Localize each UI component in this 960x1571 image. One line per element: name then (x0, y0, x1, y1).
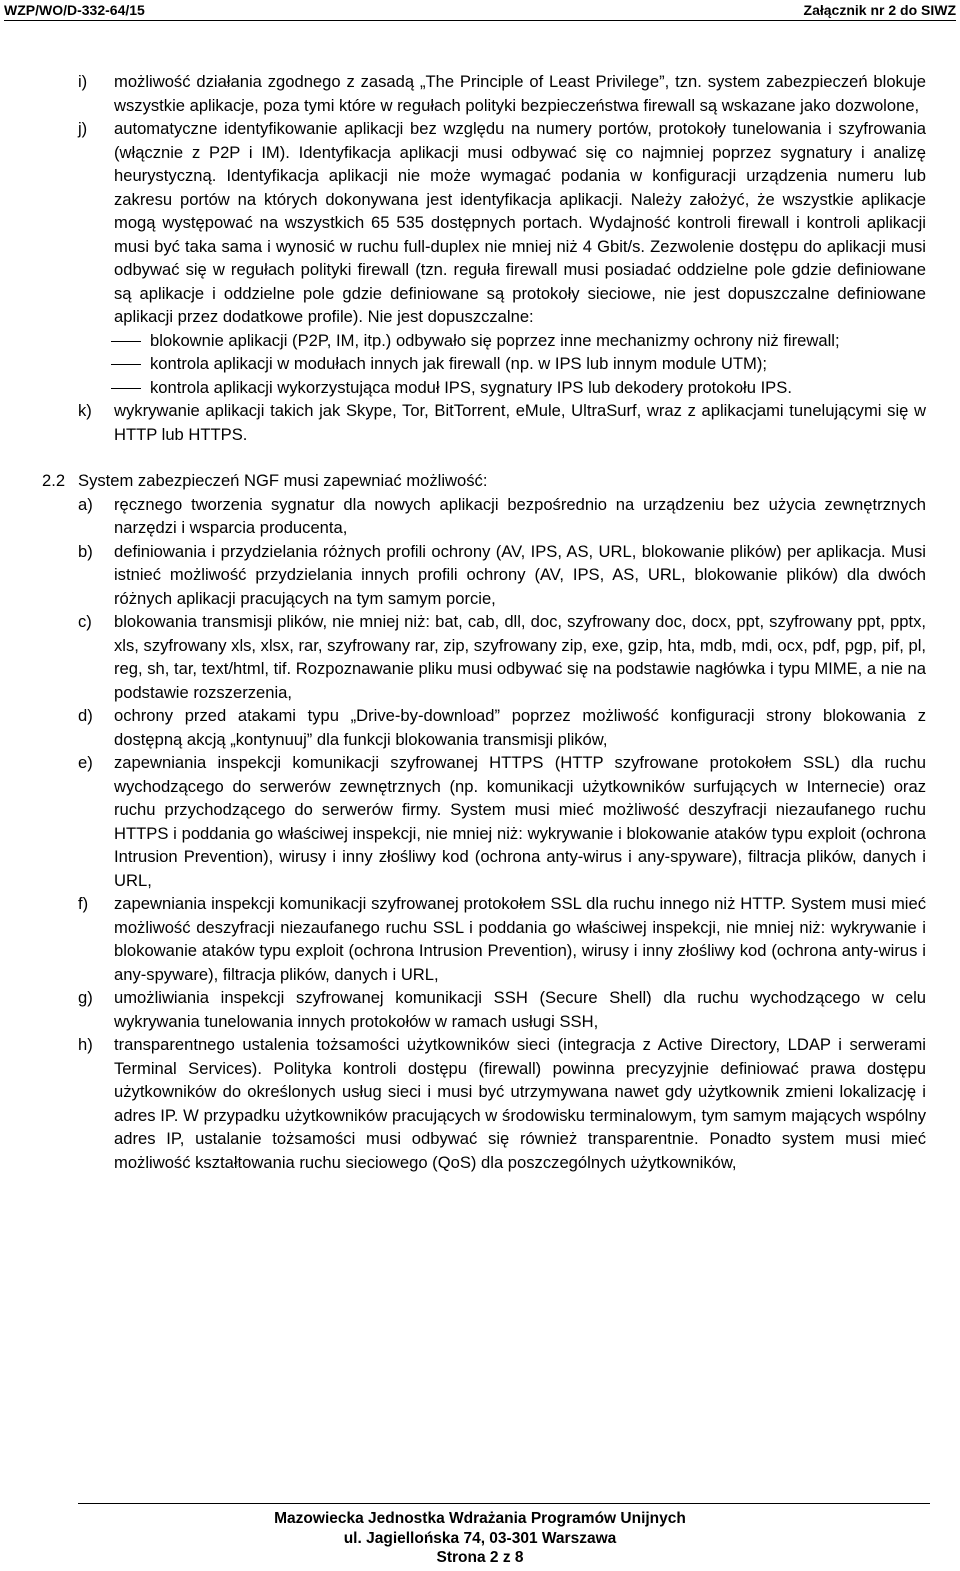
list-item (78, 70, 926, 117)
list-item (78, 399, 926, 446)
dash-item (114, 352, 926, 376)
list-item-text: ochrony przed atakami typu „Drive-by-download” poprzez możliwość konfiguracji strony blokowania z dostępną akcją „kontynuuj” dla funkcji blokowania transmisji plików, (114, 706, 926, 749)
list-marker: b) (78, 541, 93, 561)
list-item (78, 704, 926, 751)
dash-item-text: kontrola aplikacji wykorzystująca moduł IPS, sygnatury IPS lub dekodery protokołu IPS. (150, 377, 792, 397)
list-item-text: wykrywanie aplikacji takich jak Skype, Tor, BitTorrent, eMule, UltraSurf, wraz z aplikacjami tunelującymi się w HTTP lub HTTPS. (114, 401, 926, 444)
dash-bullet (114, 329, 150, 353)
list-marker: k) (78, 401, 92, 420)
page-header (0, 0, 960, 22)
list-item-text: umożliwiania inspekcji szyfrowanej komunikacji SSH (Secure Shell) dla ruchu wychodzącego w celu wykrywania tunelowania innych protokołów w ramach usługi SSH, (114, 988, 926, 1031)
list-item (78, 751, 926, 892)
list-item-text: zapewniania inspekcji komunikacji szyfrowanej HTTPS (HTTP szyfrowane protokołem SSL) dla ruchu wychodzącego do serwerów zewnętrznych (np. komunikacji użytkowników surfujących w Internecie) oraz ruchu przychodzącego do serwerów firmy. System musi mieć możliwość deszyfracji niezaufanego ruchu HTTPS i poddania go właściwej inspekcji, nie mniej niż: wykrywanie i blokowanie ataków typu exploit (ochrona Intrusion Prevention), wirusy i inny złośliwy kod (ochrona anty-wirus i any-spyware), filtracja plików, danych i URL, (114, 753, 926, 890)
list-item (78, 493, 926, 540)
section-heading (42, 469, 926, 493)
dash-list (114, 329, 926, 400)
list-item-text: możliwość działania zgodnego z zasadą „The Principle of Least Privilege”, tzn. system zabezpieczeń blokuje wszystkie aplikacje, poza tymi które w regułach polityki bezpieczeństwa firewall są wskazane jako dozwolone, (114, 72, 926, 115)
dash-bullet (114, 352, 150, 376)
document-body (42, 70, 926, 1174)
list-item (78, 117, 926, 399)
document-reference: WZP/WO/D-332-64/15 (4, 2, 145, 18)
section-title: System zabezpieczeń NGF musi zapewniać możliwość: (78, 471, 488, 490)
page-footer (0, 1503, 960, 1568)
list-marker: f) (78, 894, 89, 913)
header-rule (4, 20, 956, 21)
dash-item-text: kontrola aplikacji w modułach innych jak firewall (np. w IPS lub innym module UTM); (150, 354, 767, 373)
list-marker: c) (78, 612, 92, 631)
list-item-text: automatyczne identyfikowanie aplikacji bez względu na numery portów, protokoły tunelowania i szyfrowania (włącznie z P2P i IM). Identyfikacja aplikacji musi odbywać się co najmniej poprzez sygnatury i analizę heurystyczną. Identyfikacja aplikacji nie może wymagać podania w konfiguracji urządzenia numeru lub zakresu portów na których dokonywana jest identyfikacja aplikacji. Należy założyć, że wszystkie aplikacje mogą występować na wszystkich 65 535 dostępnych portach. Wydajność kontroli firewall i kontroli aplikacji musi być taka sama i wynosić w ruchu full-duplex nie mniej niż 4 Gbit/s. Zezwolenie dostępu do aplikacji musi odbywać się w regułach polityki firewall (tzn. reguła firewall musi posiadać oddzielne pole gdzie definiowane są aplikacje i oddzielne pole gdzie definiowane są protokoły sieciowe, nie jest dopuszczalne definiowane aplikacji przez dodatkowe profile). Nie jest dopuszczalne: (114, 119, 926, 326)
list-marker: e) (78, 753, 93, 772)
list-item-text: ręcznego tworzenia sygnatur dla nowych aplikacji bezpośrednio na urządzeniu bez użycia zewnętrznych narzędzi i wsparcia producenta, (114, 494, 926, 537)
footer-organization: Mazowiecka Jednostka Wdrażania Programów Unijnych (274, 1510, 686, 1527)
list-item (78, 540, 926, 611)
footer-rule (78, 1503, 930, 1504)
list-marker: i) (78, 72, 88, 91)
attachment-label: Załącznik nr 2 do SIWZ (803, 2, 956, 18)
list-item-text: transparentnego ustalenia tożsamości użytkowników sieci (integracja z Active Directory, LDAP i serwerami Terminal Services). Polityka kontroli dostępu (firewall) powinna precyzyjnie definiować prawa dostępu użytkowników do określonych usług sieci i musi być utrzymywana nawet gdy użytkownik zmieni lokalizację i adres IP. W przypadku użytkowników pracujących w środowisku terminalowym, tym samym mających wspólny adres IP, ustalanie tożsamości musi odbywać się również transparentnie. Ponadto system musi mieć możliwość kształtowania ruchu sieciowego (QoS) dla poszczególnych użytkowników, (114, 1035, 926, 1172)
footer-address: ul. Jagiellońska 74, 03-301 Warszawa (343, 1529, 617, 1547)
list-item-text: blokowania transmisji plików, nie mniej niż: bat, cab, dll, doc, szyfrowany doc, docx, ppt, szyfrowany ppt, pptx, xls, szyfrowany xls, xlsx, rar, szyfrowany rar, zip, szyfrowany zip, exe, gzip, hta, mdb, mdi, ocx, pdf, pgp, pif, pl, reg, sh, tar, text/html, tif. Rozpoznawanie pliku musi odbywać się na podstawie nagłówka i typu MIME, a nie na podstawie rozszerzenia, (114, 612, 926, 702)
list-item (78, 986, 926, 1033)
list-item (78, 1033, 926, 1174)
dash-bullet (114, 376, 150, 400)
list-marker: g) (78, 988, 93, 1007)
list-item-text: definiowania i przydzielania różnych profili ochrony (AV, IPS, AS, URL, blokowanie plików) per aplikacja. Musi istnieć możliwość przydzielania innych profili ochrony (AV, IPS, AS, URL, blokowanie plików) dla dwóch różnych aplikacji pracujących na tym samym porcie, (114, 541, 926, 608)
list-item (78, 892, 926, 986)
page-number: Strona 2 z 8 (436, 1549, 524, 1566)
dash-item-text: blokownie aplikacji (P2P, IM, itp.) odbywało się poprzez inne mechanizmy ochrony niż firewall; (150, 330, 840, 350)
section-number: 2.2 (42, 471, 66, 490)
list-marker: j) (78, 119, 88, 138)
list-marker: d) (78, 706, 93, 725)
list-marker: a) (78, 494, 93, 514)
list-item (78, 610, 926, 704)
list-marker: h) (78, 1035, 93, 1054)
list-item-text: zapewniania inspekcji komunikacji szyfrowanej protokołem SSL dla ruchu innego niż HTTP. System musi mieć możliwość deszyfracji niezaufanego ruchu SSL i poddania go właściwej inspekcji, nie mniej niż: wykrywanie i blokowanie ataków typu exploit (ochrona Intrusion Prevention), wirusy i inny złośliwy kod (ochrona anty-wirus i any-spyware), filtracja plików, danych i URL, (114, 894, 926, 984)
dash-item (114, 376, 926, 400)
dash-item (114, 329, 926, 353)
